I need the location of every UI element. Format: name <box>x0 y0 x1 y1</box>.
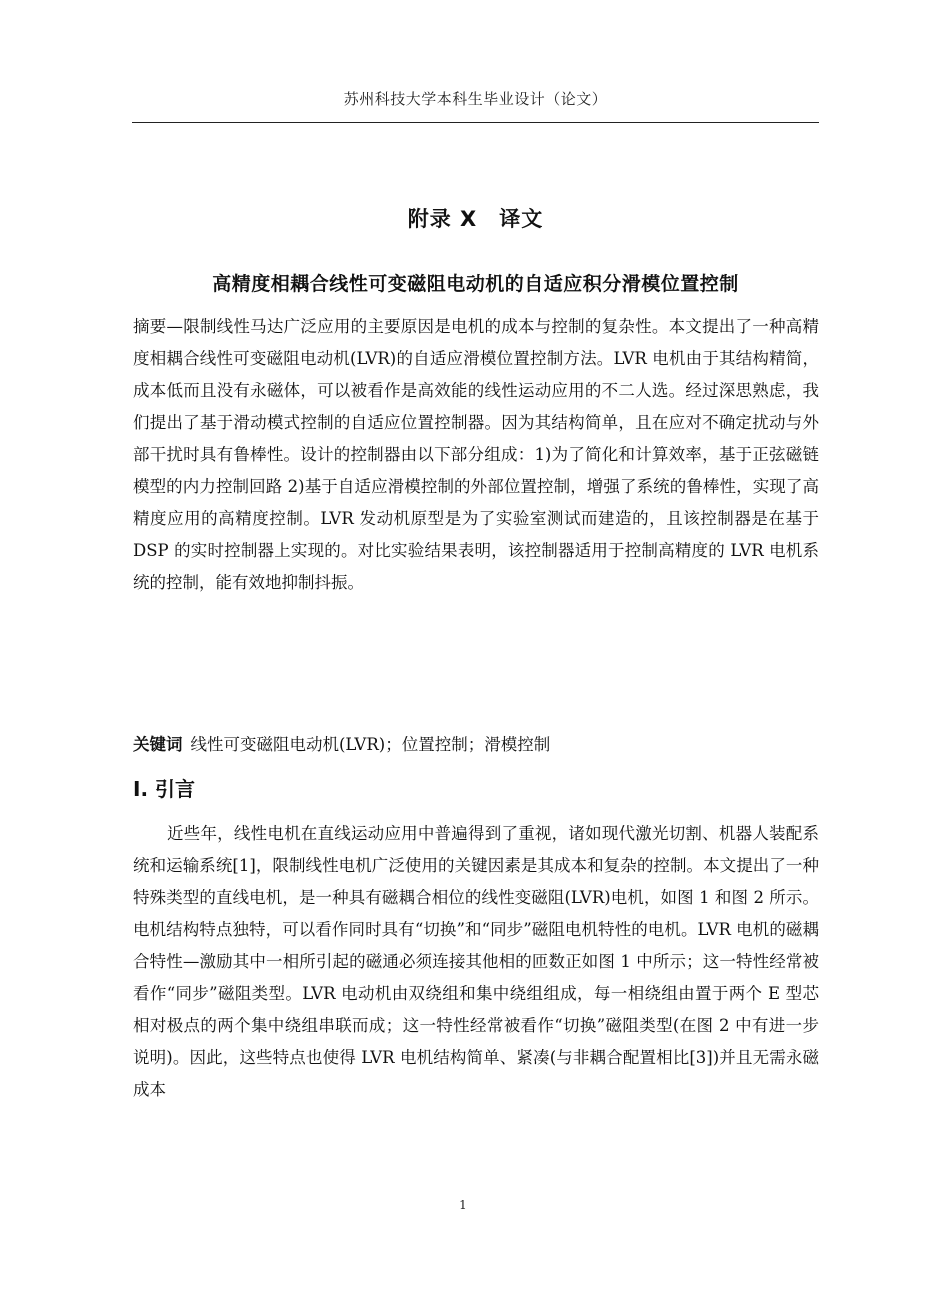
abstract-paragraph: 摘要—限制线性马达广泛应用的主要原因是电机的成本与控制的复杂性。本文提出了一种高精度相耦合线性可变磁阻电动机(LVR)的自适应滑模位置控制方法。LVR 电机由于其结构精简，成本低而且没有永磁体，可以被看作是高效能的线性运动应用的不二人选。经过深思熟虑，我们提出了基于滑动模式控制的自适应位置控制器。因为其结构简单，且在应对不确定扰动与外部干扰时具有鲁棒性。设计的控制器由以下部分组成：1)为了简化和计算效率，基于正弦磁链模型的内力控制回路 2)基于自适应滑模控制的外部位置控制，增强了系统的鲁棒性，实现了高精度应用的高精度控制。LVR 发动机原型是为了实验室测试而建造的，且该控制器是在基于 DSP 的实时控制器上实现的。对比实验结果表明，该控制器适用于控制高精度的 LVR 电机系统的控制，能有效地抑制抖振。 <box>133 317 819 592</box>
introduction-paragraph: 近些年，线性电机在直线运动应用中普遍得到了重视，诸如现代激光切割、机器人装配系统和运输系统[1]，限制线性电机广泛使用的关键因素是其成本和复杂的控制。本文提出了一种特殊类型的直线电机，是一种具有磁耦合相位的线性变磁阻(LVR)电机，如图 1 和图 2 所示。电机结构特点独特，可以看作同时具有“切换”和“同步”磁阻电机特性的电机。LVR 电机的磁耦合特性—激励其中一相所引起的磁通必须连接其他相的匝数正如图 1 中所示；这一特性经常被看作“同步”磁阻类型。LVR 电动机由双绕组和集中绕组组成，每一相绕组由置于两个 E 型芯相对极点的两个集中绕组串联而成；这一特性经常被看作“切换”磁阻类型(在图 2 中有进一步说明)。因此，这些特点也使得 LVR 电机结构简单、紧凑(与非耦合配置相比[3])并且无需永磁成本 <box>133 824 819 1099</box>
keywords-text: 线性可变磁阻电动机(LVR)；位置控制；滑模控制 <box>190 735 551 754</box>
appendix-title: 附录 X 译文 <box>407 207 544 231</box>
running-header: 苏州科技大学本科生毕业设计（论文） <box>343 90 608 108</box>
keywords-label: 关键词 <box>133 735 183 754</box>
section-heading-introduction: I. 引言 <box>133 777 196 801</box>
header-rule <box>132 122 819 123</box>
keywords-line <box>133 731 819 759</box>
paper-title: 高精度相耦合线性可变磁阻电动机的自适应积分滑模位置控制 <box>212 273 739 295</box>
page-number: 1 <box>459 1198 467 1212</box>
